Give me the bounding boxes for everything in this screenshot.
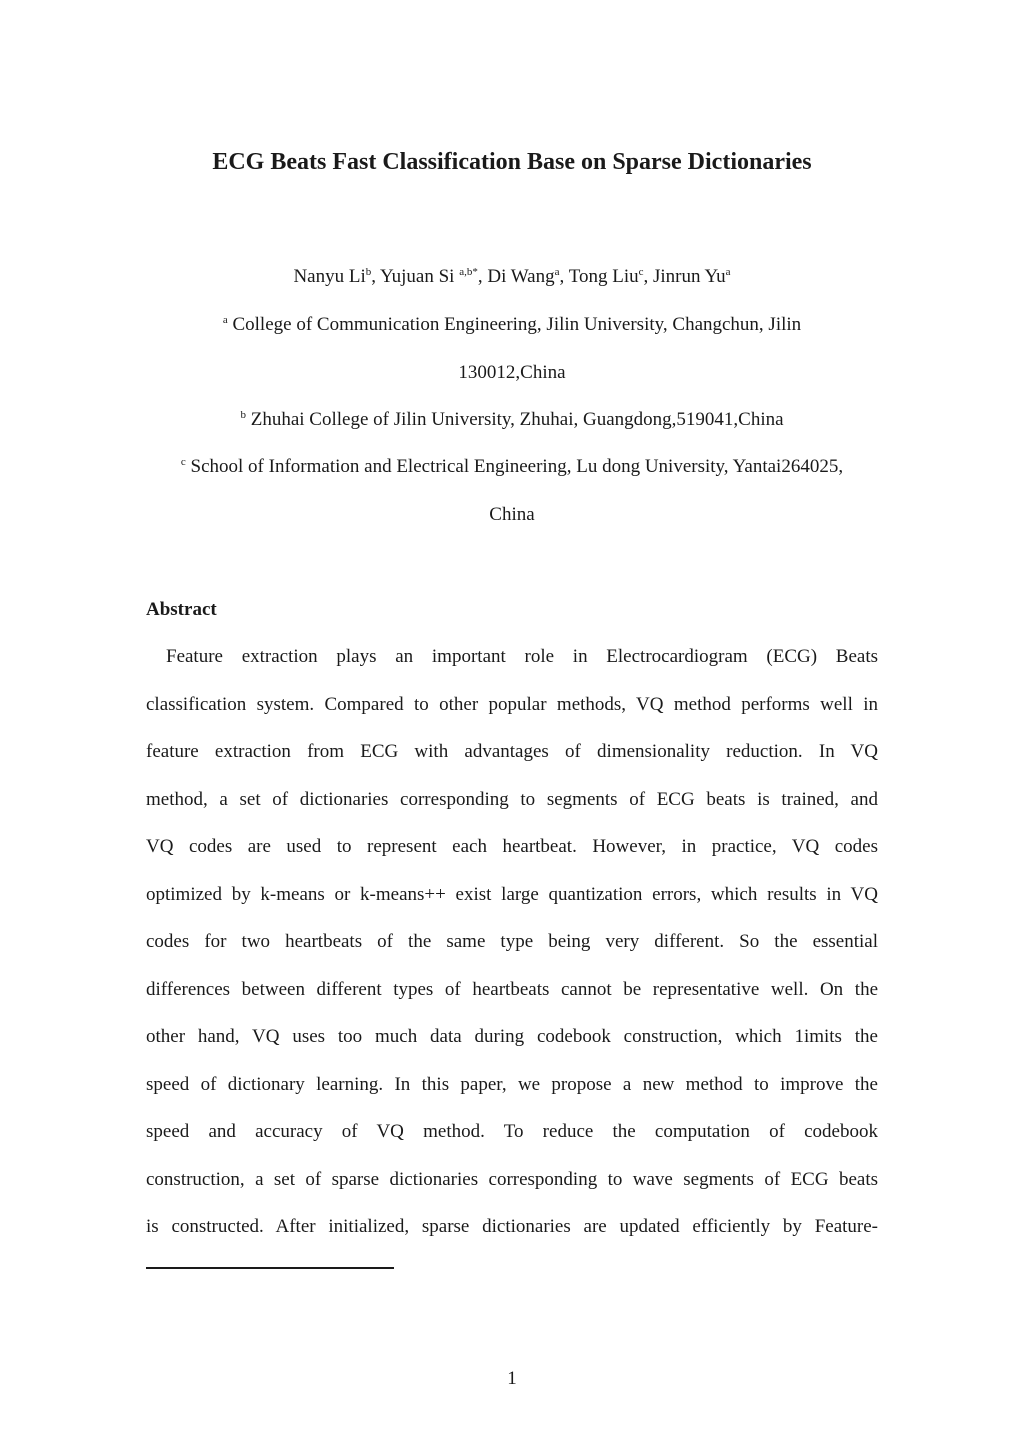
author-name: Jinrun Yu — [653, 266, 726, 287]
abstract-line: speed of dictionary learning. In this paper, we propose a new method to improve the — [146, 1073, 878, 1095]
abstract-line: speed and accuracy of VQ method. To reduce the computation of codebook — [146, 1121, 878, 1142]
affiliation-a-continued: 130012,China — [458, 362, 566, 383]
abstract-line: other hand, VQ uses too much data during codebook construction, which 1imits the — [146, 1026, 878, 1047]
affiliation-b: $^b$ Zhuhai College of Jilin University, Zhuhai, Guangdong,519041,China — [240, 409, 784, 430]
author-name: Nanyu Li — [293, 266, 366, 287]
author-name: Tong Liu — [568, 266, 639, 287]
affiliation-mark: c — [180, 456, 186, 468]
page-number: 1 — [507, 1368, 517, 1389]
abstract-body — [146, 644, 878, 1262]
abstract-line: construction, a set of sparse dictionaries corresponding to wave segments of ECG beats — [146, 1168, 878, 1190]
abstract-line: method, a set of dictionaries corresponding to segments of ECG beats is trained, and — [146, 788, 878, 810]
author-affiliation-mark: b — [365, 266, 372, 278]
abstract-line: is constructed. After initialized, sparse dictionaries are updated efficiently by Feature- — [146, 1216, 878, 1237]
abstract-line: Feature extraction plays an important role in Electrocardiogram (ECG) Beats — [166, 646, 878, 667]
abstract-heading: Abstract — [146, 599, 217, 620]
affiliation-mark: a — [222, 314, 228, 326]
affiliation-c-continued: China — [489, 504, 535, 525]
abstract-line: codes for two heartbeats of the same type being very different. So the essential — [146, 931, 878, 952]
abstract-line: optimized by k-means or k-means++ exist large quantization errors, which results in VQ — [146, 883, 878, 905]
author-affiliation-mark: a,b* — [459, 266, 478, 278]
author-name: Di Wang — [487, 266, 555, 287]
abstract-line: feature extraction from ECG with advantages of dimensionality reduction. In VQ — [146, 741, 878, 762]
abstract-line: VQ codes are used to represent each heartbeat. However, in practice, VQ codes — [146, 836, 878, 857]
footnote-separator — [146, 1267, 394, 1269]
paper-title: ECG Beats Fast Classification Base on Sparse Dictionaries — [212, 149, 812, 175]
affiliation-mark: b — [240, 409, 246, 421]
author-affiliation-mark: a — [725, 266, 731, 278]
affiliation-c: $^c$ School of Information and Electrical Engineering, Lu dong University, Yantai264025, — [180, 456, 844, 477]
abstract-line: differences between different types of heartbeats cannot be representative well. On the — [146, 978, 878, 1000]
affiliation-a: $^a$ College of Communication Engineering, Jilin University, Changchun, Jilin — [222, 314, 802, 335]
author-affiliation-mark: c — [638, 266, 644, 278]
author-affiliation-mark: a — [554, 266, 560, 278]
author-name: Yujuan Si — [380, 266, 460, 287]
author-list: Nanyu Li$^b$, Yujuan Si $^{a,b*}$, Di Wang$^a$, Tong Liu$^c$, Jinrun Yu$^a$ — [293, 266, 731, 287]
abstract-line: classification system. Compared to other popular methods, VQ method performs well in — [146, 693, 878, 715]
